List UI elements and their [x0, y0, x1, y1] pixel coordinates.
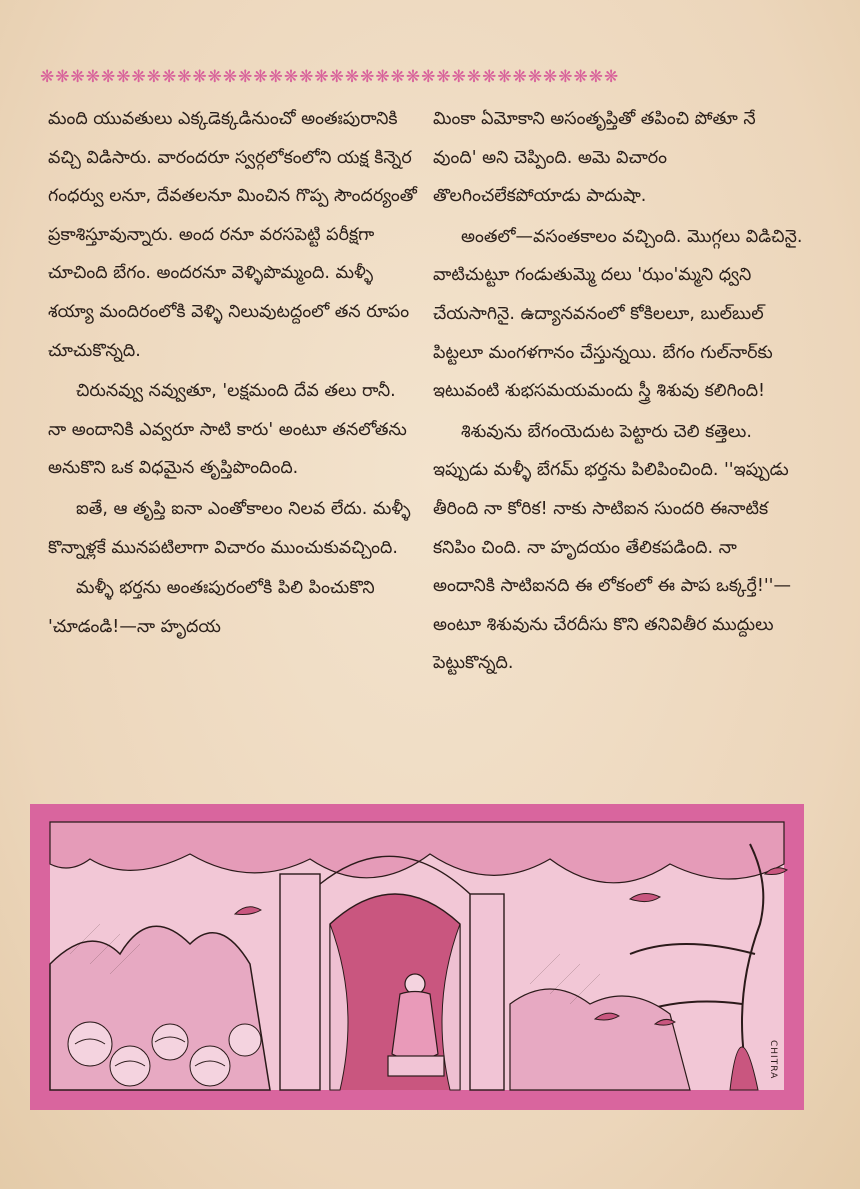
artist-signature: CHITRA	[768, 1040, 778, 1080]
decorative-border-ornament: ❋❋❋❋❋❋❋❋❋❋❋❋❋❋❋❋❋❋❋❋❋❋❋❋❋❋❋❋❋❋❋❋❋❋❋❋❋❋	[40, 67, 620, 87]
left-hills	[50, 926, 270, 1090]
garden-palace-illustration	[30, 804, 804, 1110]
paragraph: మళ్ళీ భర్తను అంతఃపురంలోకి పిలి పించుకొని 'చూడండి!—నా హృదయ	[48, 578, 375, 637]
paragraph: మంది యువతులు ఎక్కడెక్కడినుంచో అంతఃపురానికి వచ్చి విడిసారు. వారందరూ స్వర్గలోకంలోని యక్ష కిన్నెర గంధర్వు లనూ, దేవతలనూ మించిన గొప్ప సౌందర్యంతో ప్రకాశిస్తూవున్నారు. అంద రనూ వరసపెట్టి పరీక్షగా చూచింది బేగం. అందరనూ వెళ్ళిపొమ్మంది. మళ్ళీ శయ్యా మందిరంలోకి వెళ్ళి నిలువుటద్దంలో తన రూపం చూచుకొన్నది.	[48, 109, 417, 361]
paragraph: శిశువును బేగంయెదుట పెట్టారు చెలి కత్తెలు. ఇప్పుడు మళ్ళీ బేగమ్ భర్తను పిలిపించింది. ''ఇప్పుడు తీరింది నా కోరిక! నాకు సాటిఐన సుందరి ఈనాటిక కనిపిం చింది. నా హృదయం తేలికపడింది. నా అందానికి సాటిఐనది ఈ లోకంలో ఈ పాప ఒక్కర్తే!''—అంటూ శిశువును చేరదీసు కొని తనివితీర ముద్దులు పెట్టుకొన్నది.	[433, 421, 791, 674]
paragraph: ఐతే, ఆ తృప్తి ఐనా ఎంతోకాలం నిలవ లేదు. మళ్ళీ కొన్నాళ్లకే మునపటిలాగా విచారం ముంచుకువచ్చింది.	[48, 498, 411, 558]
paragraph: మింకా ఏమోకాని అసంతృప్తితో తపించి పోతూ నే వుంది' అని చెప్పింది. అమె విచారం తొలగించలేకపోయాడు పాదుషా.	[433, 109, 756, 207]
right-text-column	[433, 100, 803, 683]
left-text-column	[48, 100, 418, 646]
paragraph: అంతలో—వసంతకాలం వచ్చింది. మొగ్గలు విడిచినై. వాటిచుట్టూ గండుతుమ్మె దలు 'ఝం'మ్మని ధ్వని చేయసాగినై. ఉద్యానవనంలో కోకిలలూ, బుల్‌బుల్ పిట్టలూ మంగళగానం చేస్తున్నయి. బేగం గుల్‌నార్‌కు ఇటువంటి శుభసమయమందు స్త్రీ శిశువు కలిగింది!	[433, 226, 803, 402]
paragraph: చిరునవ్వు నవ్వుతూ, 'లక్షమంది దేవ తలు రానీ. నా అందానికి ఎవ్వరూ సాటి కారు' అంటూ తనలోతను అనుకొని ఒక విధమైన తృప్తిపొందింది.	[48, 381, 407, 479]
